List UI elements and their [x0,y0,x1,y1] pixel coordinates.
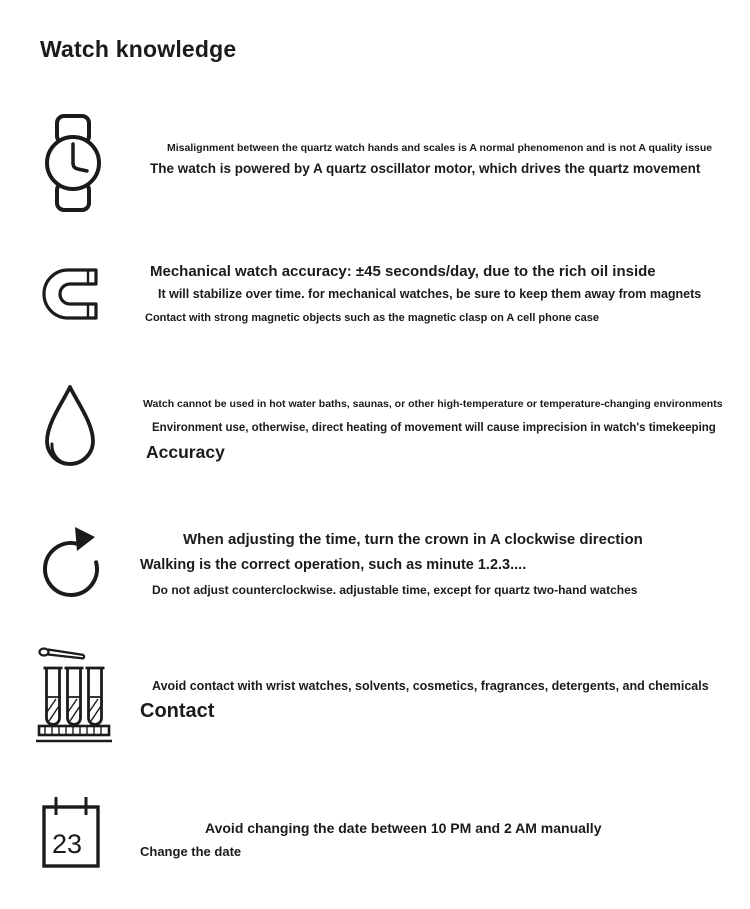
section-heading-accuracy: Accuracy [146,442,225,462]
section-text-line: The watch is powered by A quartz oscillator motor, which drives the quartz movement [150,161,701,176]
quartz-watch-icon [42,113,104,213]
section-chemicals [0,640,750,755]
page-title: Watch knowledge [40,36,237,62]
section-text-line: Contact with strong magnetic objects such as the magnetic clasp on A cell phone case [145,312,599,324]
section-text-line: Avoid changing the date between 10 PM and 2 AM manually [205,820,602,836]
section-crown-adjustment [0,518,750,618]
section-text-line: When adjusting the time, turn the crown in A clockwise direction [183,531,643,548]
section-text-line: Watch cannot be used in hot water baths, saunas, or other high-temperature or temperature-changing environments [143,398,723,410]
calendar-icon [40,794,102,872]
section-change-date [0,788,750,883]
section-text-line: Misalignment between the quartz watch hands and scales is A normal phenomenon and is not A quality issue [167,142,713,154]
section-quartz-movement [0,110,750,230]
section-temperature [0,380,750,490]
section-text-line: Do not adjust counterclockwise. adjustable time, except for quartz two-hand watches [152,583,638,597]
section-text-line: Mechanical watch accuracy: ±45 seconds/day, due to the rich oil inside [150,263,656,280]
section-text-line: It will stabilize over time. for mechanical watches, be sure to keep them away from magnets [158,287,702,301]
chemicals-icon [36,642,112,744]
calendar-day-number: 23 [52,829,83,859]
section-magnetism [0,255,750,345]
section-text-line: Walking is the correct operation, such as minute 1.2.3.... [140,557,527,573]
section-heading-contact: Contact [140,700,215,722]
water-drop-icon [40,383,100,479]
section-heading-change-date: Change the date [140,844,242,859]
clockwise-arrow-icon [38,525,104,605]
section-text-line: Avoid contact with wrist watches, solvents, cosmetics, fragrances, detergents, and chemicals [152,679,709,693]
section-text-line: Environment use, otherwise, direct heating of movement will cause imprecision in watch's timekeeping [152,422,716,434]
magnet-icon [38,265,102,325]
